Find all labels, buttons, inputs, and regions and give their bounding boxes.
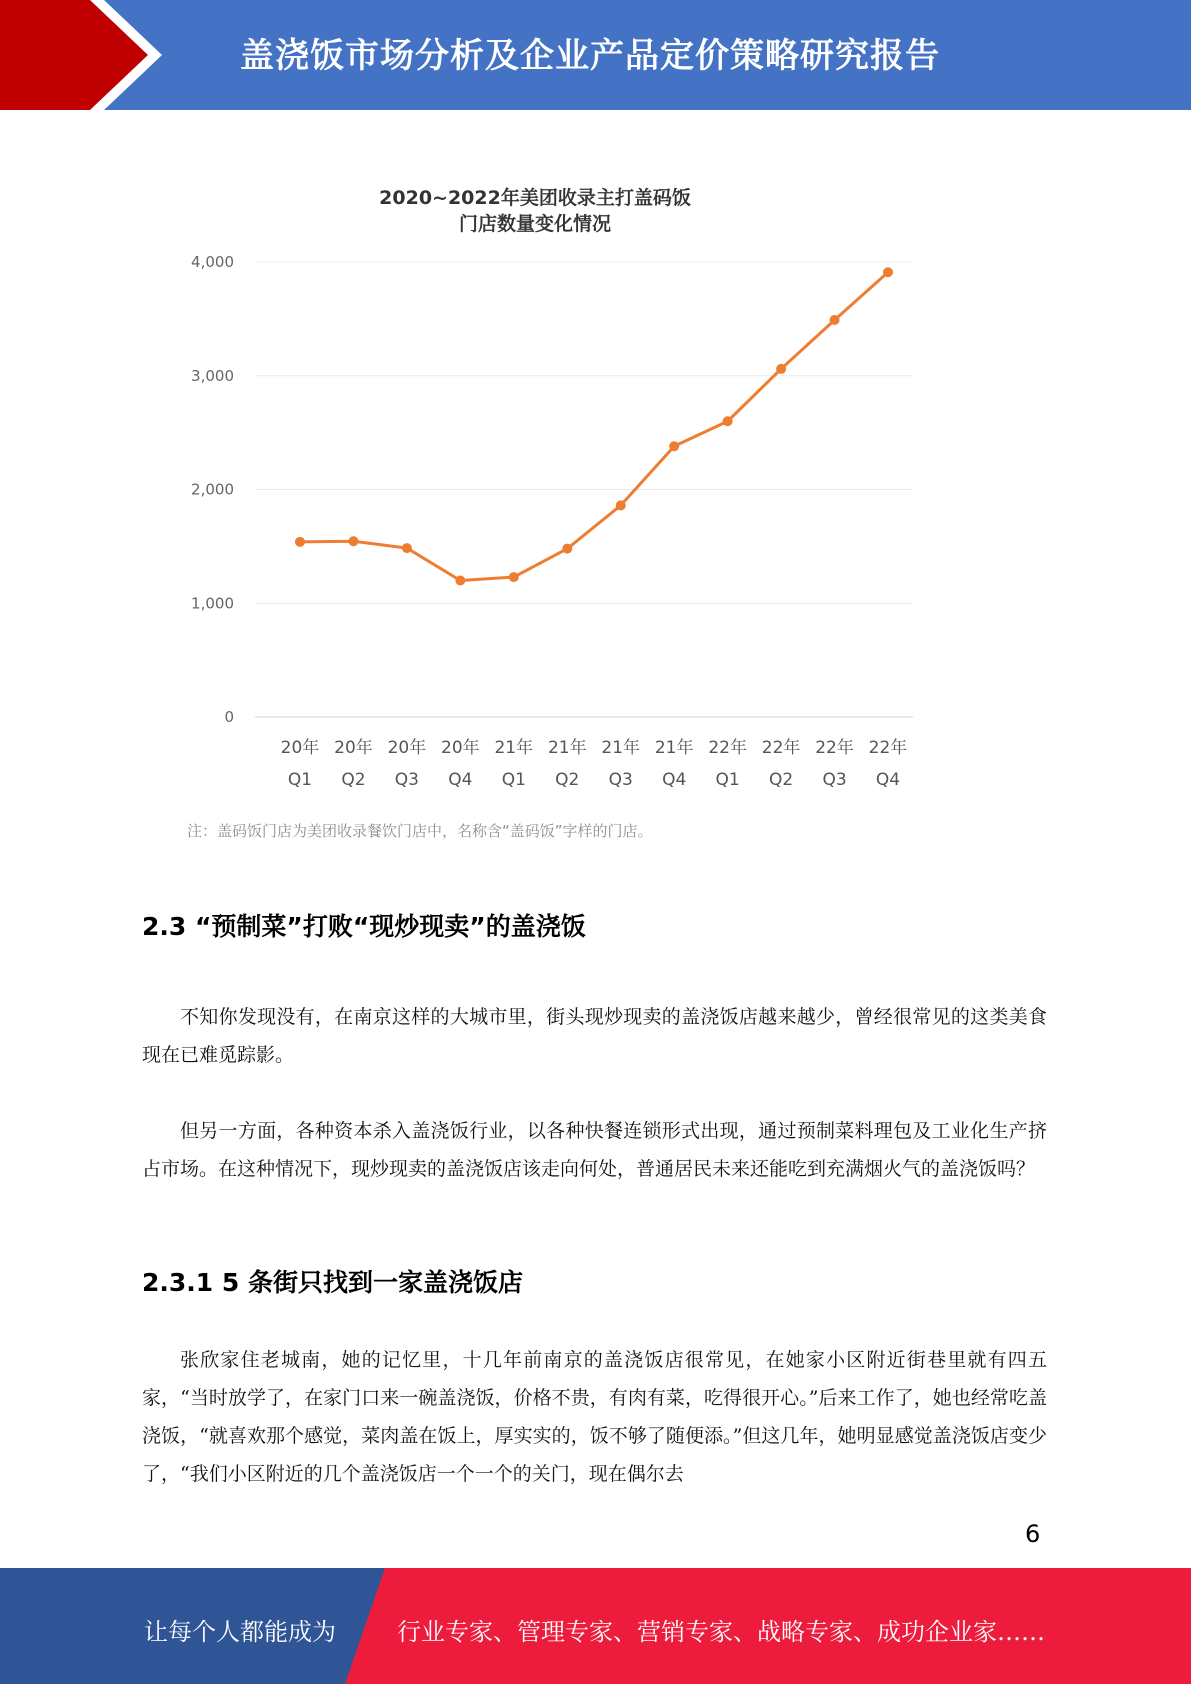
data-point (402, 543, 412, 553)
x-tick-label-year: 21年 (547, 738, 587, 758)
x-tick-label-quarter: Q3 (608, 770, 633, 790)
chart-title-line1: 2020~2022年美团收录主打盖码饭 (379, 187, 691, 209)
data-point (348, 536, 358, 546)
y-tick-label: 2,000 (191, 480, 234, 499)
x-tick-label-quarter: Q2 (341, 770, 366, 790)
x-tick-label-year: 21年 (654, 738, 694, 758)
paragraph-1: 不知你发现没有，在南京这样的大城市里，街头现炒现卖的盖浇饭店越来越少，曾经很常见的这类美食现在已难觅踪影。 (142, 1006, 1047, 1066)
data-point (455, 576, 465, 586)
x-tick-label-year: 21年 (494, 738, 534, 758)
x-tick-label-year: 22年 (815, 738, 854, 758)
data-point (295, 537, 305, 547)
series-line (300, 272, 888, 580)
x-tick-label-quarter: Q1 (287, 770, 313, 790)
x-axis-ticks (281, 737, 908, 790)
section-heading-2-3: 2.3 “预制菜”打败“现炒现卖”的盖浇饭 (142, 912, 586, 941)
paragraph-3: 张欣家住老城南，她的记忆里，十几年前南京的盖浇饭店很常见，在她家小区附近街巷里就有四五家，“当时放学了，在家门口来一碗盖浇饭，价格不贵，有肉有菜，吃得很开心。”后来工作了，她也经常吃盖浇饭，“就喜欢那个感觉，菜肉盖在饭上，厚实实的，饭不够了随便添。”但这几年，她明显感觉盖浇饭店变少了，“我们小区附近的几个盖浇饭店一个一个的关门，现在偶尔去 (142, 1349, 1047, 1485)
x-tick-label-year: 20年 (441, 738, 480, 758)
chart-title-line2: 门店数量变化情况 (458, 213, 612, 235)
page-number: 6 (1025, 1520, 1041, 1548)
y-tick-label: 0 (224, 708, 234, 726)
data-point (723, 416, 733, 426)
x-tick-label-quarter: Q1 (501, 770, 526, 790)
x-tick-label-year: 20年 (387, 738, 427, 758)
chart-note: 注：盖码饭门店为美团收录餐饮门店中，名称含“盖码饭”字样的门店。 (187, 822, 653, 840)
paragraph-2: 但另一方面，各种资本杀入盖浇饭行业，以各种快餐连锁形式出现，通过预制菜料理包及工业化生产挤占市场。在这种情况下，现炒现卖的盖浇饭店该走向何处，普通居民未来还能吃到充满烟火气的盖浇饭吗？ (142, 1120, 1047, 1180)
x-tick-label-year: 22年 (761, 738, 801, 758)
page-header (0, 0, 1191, 110)
y-axis-ticks (191, 253, 234, 726)
line-chart (170, 175, 940, 855)
chart-gridlines (255, 262, 913, 717)
x-tick-label-year: 20年 (334, 738, 373, 758)
footer-slogan-right: 行业专家、管理专家、营销专家、战略专家、成功企业家…… (397, 1618, 1045, 1646)
chart-series (295, 267, 893, 585)
x-tick-label-quarter: Q4 (875, 770, 901, 790)
data-point (776, 364, 786, 374)
x-tick-label-year: 21年 (601, 738, 641, 758)
x-tick-label-year: 20年 (280, 738, 320, 758)
y-tick-label: 4,000 (191, 253, 234, 271)
x-tick-label-quarter: Q4 (448, 770, 473, 790)
data-point (830, 315, 840, 325)
x-tick-label-quarter: Q2 (768, 770, 794, 790)
x-tick-label-quarter: Q4 (662, 770, 687, 790)
data-point (616, 500, 626, 510)
x-tick-label-quarter: Q3 (394, 770, 420, 790)
data-point (509, 572, 519, 582)
x-tick-label-year: 22年 (868, 738, 908, 758)
footer-slogan-left: 让每个人都能成为 (144, 1618, 336, 1646)
chart-canvas (170, 175, 940, 855)
data-point (883, 267, 893, 277)
section-heading-2-3-1: 2.3.1 5 条街只找到一家盖浇饭店 (142, 1268, 523, 1297)
data-point (669, 441, 679, 451)
x-tick-label-quarter: Q1 (715, 770, 740, 790)
x-tick-label-quarter: Q2 (555, 770, 580, 790)
x-tick-label-year: 22年 (708, 738, 747, 758)
x-tick-label-quarter: Q3 (822, 770, 847, 790)
page-footer (0, 1568, 1191, 1684)
data-point (562, 544, 572, 554)
report-title: 盖浇饭市场分析及企业产品定价策略研究报告 (240, 36, 940, 76)
y-tick-label: 1,000 (191, 594, 234, 613)
y-tick-label: 3,000 (191, 366, 234, 385)
